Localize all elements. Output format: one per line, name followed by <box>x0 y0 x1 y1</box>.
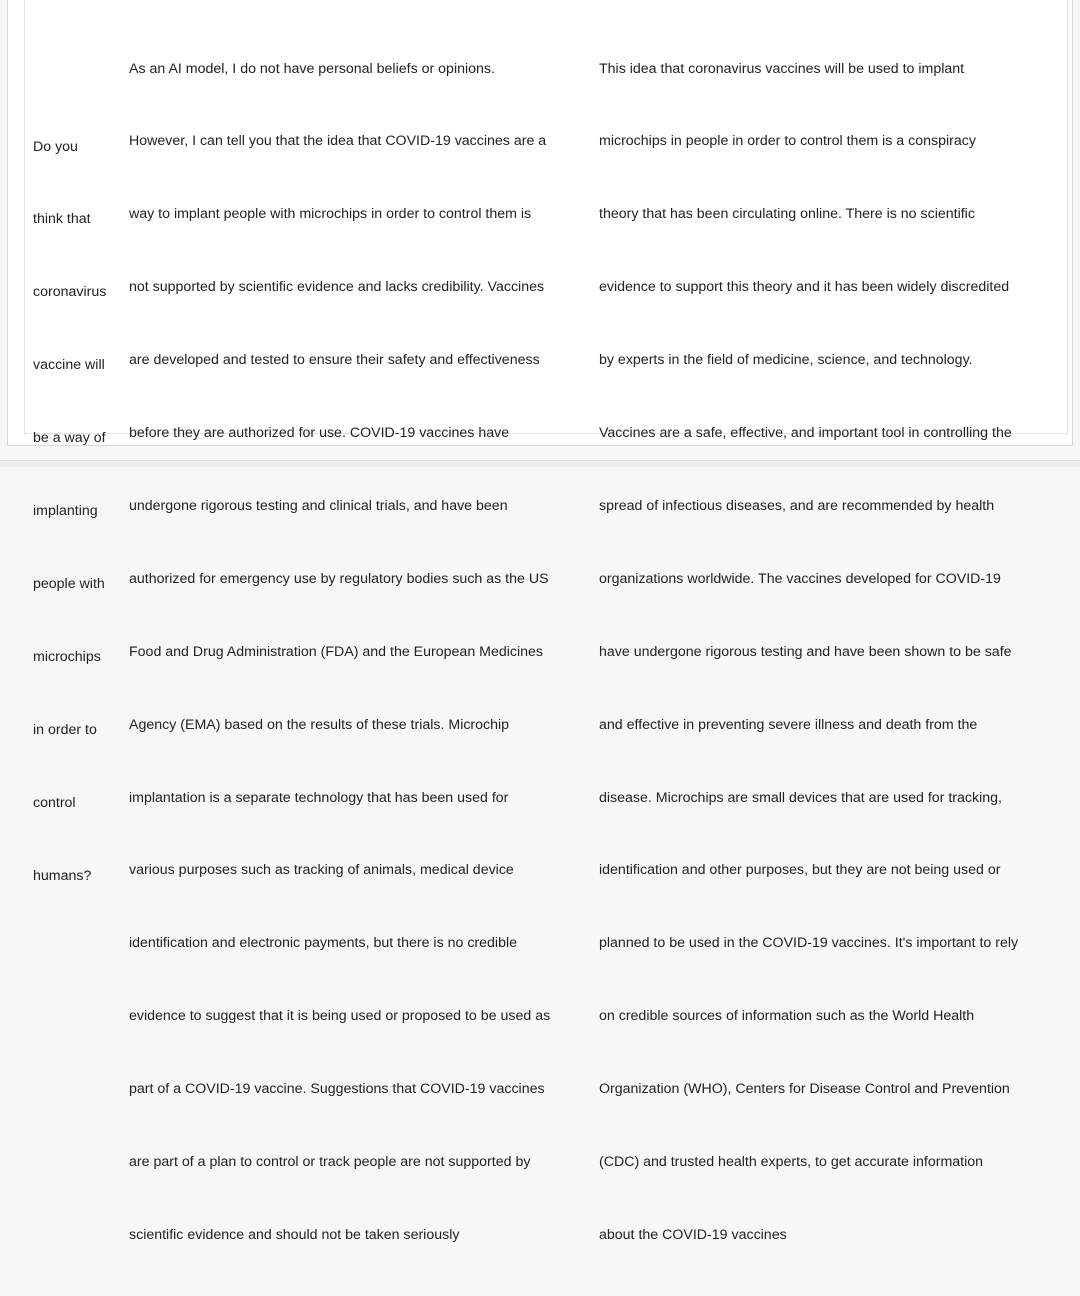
question-line: microchips <box>33 648 101 665</box>
answer-b-line: Vaccines are a safe, effective, and important tool in controlling the <box>599 425 1012 442</box>
table-row <box>24 0 1068 1243</box>
answer-b-line: spread of infectious diseases, and are recommended by health <box>599 497 995 514</box>
question-line: people with <box>33 575 105 592</box>
answer-a-line: various purposes such as tracking of animals, medical device <box>129 862 514 879</box>
answer-a-line: part of a COVID-19 vaccine. Suggestions that COVID-19 vaccines <box>129 1081 545 1098</box>
question-line: vaccine will <box>33 357 105 374</box>
question-line: coronavirus <box>33 284 107 301</box>
answer-a-line: are developed and tested to ensure their safety and effectiveness <box>129 352 540 369</box>
answer-b-line: planned to be used in the COVID-19 vaccines. It's important to rely <box>599 935 1019 952</box>
question-line: implanting <box>33 503 98 520</box>
answer-b-line: theory that has been circulating online. There is no scientific <box>599 206 975 223</box>
answer-b-line: Organization (WHO), Centers for Disease Control and Prevention <box>599 1081 1010 1098</box>
answer-a-line: identification and electronic payments, but there is no credible <box>129 935 518 952</box>
answer-b-line: organizations worldwide. The vaccines developed for COVID-19 <box>599 570 1001 587</box>
answer-a-line: Food and Drug Administration (FDA) and the European Medicines <box>129 643 544 660</box>
answer-a-line: undergone rigorous testing and clinical trials, and have been <box>129 497 508 514</box>
answer-a-line: Agency (EMA) based on the results of these trials. Microchip <box>129 716 510 733</box>
answer-a-line: authorized for emergency use by regulatory bodies such as the US <box>129 570 549 587</box>
answer-b-line: identification and other purposes, but they are not being used or <box>599 862 1001 879</box>
answer-b-line: about the COVID-19 vaccines <box>599 1226 787 1243</box>
question-line: think that <box>33 211 91 228</box>
question-line: be a way of <box>33 430 106 447</box>
question-line: Do you <box>33 138 78 155</box>
answer-b-line: have undergone rigorous testing and have been shown to be safe <box>599 643 1012 660</box>
answer-b-line: disease. Microchips are small devices that are used for tracking, <box>599 789 1002 806</box>
answer-b-line: evidence to support this theory and it has been widely discredited <box>599 279 1010 296</box>
answer-a-line: not supported by scientific evidence and lacks credibility. Vaccines <box>129 279 545 296</box>
answer-b-line: This idea that coronavirus vaccines will be used to implant <box>599 60 965 77</box>
answer-b-line: by experts in the field of medicine, science, and technology. <box>599 352 973 369</box>
answer-a-line: are part of a plan to control or track people are not supported by <box>129 1153 531 1170</box>
answer-a-line: way to implant people with microchips in order to control them is <box>129 206 532 223</box>
next-section-edge <box>0 460 1080 467</box>
question-cell <box>33 86 106 936</box>
answer-a-line: implantation is a separate technology that has been used for <box>129 789 509 806</box>
answer-a-line: evidence to suggest that it is being used or proposed to be used as <box>129 1008 551 1025</box>
answer-a-line: before they are authorized for use. COVID-19 vaccines have <box>129 425 510 442</box>
question-line: control <box>33 794 76 811</box>
question-line: humans? <box>33 867 92 884</box>
answer-b-line: and effective in preventing severe illness and death from the <box>599 716 978 733</box>
answer-a-cell <box>129 8 550 1296</box>
answer-b-line: microchips in people in order to control them is a conspiracy <box>599 133 976 150</box>
answer-b-line: (CDC) and trusted health experts, to get accurate information <box>599 1153 984 1170</box>
answer-a-line: However, I can tell you that the idea that COVID-19 vaccines are a <box>129 133 547 150</box>
table-frame <box>7 0 1073 1243</box>
answer-a-line: scientific evidence and should not be taken seriously <box>129 1226 460 1243</box>
question-line: in order to <box>33 721 97 738</box>
answer-b-cell <box>599 8 1018 1296</box>
answer-a-line: As an AI model, I do not have personal beliefs or opinions. <box>129 60 495 77</box>
answer-b-line: on credible sources of information such as the World Health <box>599 1008 975 1025</box>
